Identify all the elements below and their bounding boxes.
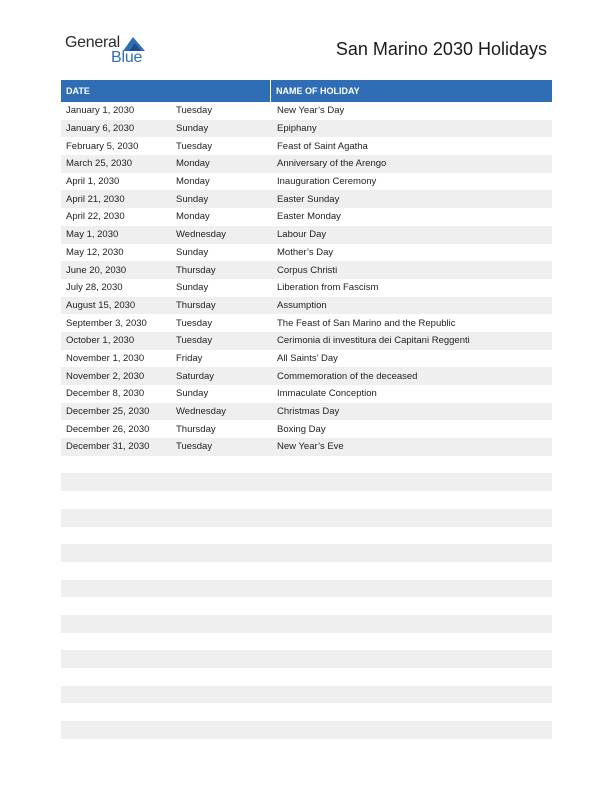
weekday-cell: Thursday <box>176 423 216 435</box>
table-row <box>61 562 552 580</box>
weekday-cell: Thursday <box>176 264 216 276</box>
table-row <box>61 226 552 244</box>
table-row <box>61 615 552 633</box>
table-row <box>61 509 552 527</box>
table-row <box>61 208 552 226</box>
table-row <box>61 403 552 421</box>
holiday-date-cell: December 26, 2030 <box>66 423 150 435</box>
weekday-cell: Wednesday <box>176 229 226 241</box>
table-row <box>61 137 552 155</box>
weekday-cell: Tuesday <box>176 105 213 117</box>
holiday-date-cell: April 22, 2030 <box>66 211 125 223</box>
holiday-name-cell: All Saints’ Day <box>277 352 338 364</box>
holiday-name-cell: Labour Day <box>277 229 327 241</box>
holiday-date-cell: April 21, 2030 <box>66 193 125 205</box>
holiday-date-cell: January 1, 2030 <box>66 105 135 117</box>
holiday-date-cell: June 20, 2030 <box>66 264 127 276</box>
weekday-cell: Tuesday <box>176 140 213 152</box>
weekday-cell: Monday <box>176 158 210 170</box>
table-row <box>61 279 552 297</box>
table-row <box>61 420 552 438</box>
holiday-date-cell: September 3, 2030 <box>66 317 147 329</box>
holiday-name-cell: Christmas Day <box>277 406 340 418</box>
weekday-cell: Sunday <box>176 246 209 258</box>
table-row <box>61 438 552 456</box>
table-row <box>61 261 552 279</box>
table-row <box>61 332 552 350</box>
logo-blue-text: Blue <box>111 49 143 66</box>
holiday-name-cell: Easter Sunday <box>277 193 340 205</box>
holiday-name-cell: Inauguration Ceremony <box>277 176 377 188</box>
holiday-date-cell: May 1, 2030 <box>66 229 119 241</box>
table-row <box>61 120 552 138</box>
table-row <box>61 190 552 208</box>
holiday-date-cell: March 25, 2030 <box>66 158 133 170</box>
holiday-date-cell: November 1, 2030 <box>66 352 145 364</box>
table-row <box>61 650 552 668</box>
holiday-date-cell: December 25, 2030 <box>66 406 150 418</box>
table-header <box>61 80 552 102</box>
table-row <box>61 155 552 173</box>
weekday-cell: Sunday <box>176 388 209 400</box>
generalblue-logo <box>65 34 155 70</box>
holiday-date-cell: October 1, 2030 <box>66 335 135 347</box>
weekday-cell: Friday <box>176 352 203 364</box>
weekday-cell: Monday <box>176 211 210 223</box>
holiday-table <box>61 80 552 739</box>
holiday-date-cell: November 2, 2030 <box>66 370 145 382</box>
weekday-cell: Thursday <box>176 299 216 311</box>
holiday-name-cell: Assumption <box>277 299 327 311</box>
holiday-name-cell: Commemoration of the deceased <box>277 370 418 382</box>
page-title: San Marino 2030 Holidays <box>335 39 547 59</box>
table-row <box>61 456 552 474</box>
holiday-name-cell: Boxing Day <box>277 423 326 435</box>
holiday-date-cell: December 8, 2030 <box>66 388 145 400</box>
holiday-date-cell: August 15, 2030 <box>66 299 136 311</box>
table-row <box>61 102 552 120</box>
table-row <box>61 367 552 385</box>
holiday-name-cell: Anniversary of the Arengo <box>277 158 387 170</box>
holiday-name-cell: The Feast of San Marino and the Republic <box>277 317 456 329</box>
weekday-cell: Wednesday <box>176 406 226 418</box>
table-row <box>61 686 552 704</box>
weekday-cell: Monday <box>176 176 210 188</box>
table-row <box>61 527 552 545</box>
table-row <box>61 385 552 403</box>
holiday-name-cell: Feast of Saint Agatha <box>277 140 368 152</box>
holiday-name-cell: New Year’s Eve <box>277 441 344 453</box>
table-row <box>61 721 552 739</box>
table-row <box>61 597 552 615</box>
table-row <box>61 173 552 191</box>
holiday-name-cell: Mother’s Day <box>277 246 334 258</box>
table-row <box>61 314 552 332</box>
holiday-name-cell: Epiphany <box>277 123 317 135</box>
weekday-cell: Tuesday <box>176 317 213 329</box>
holiday-name-cell: Cerimonia di investitura dei Capitani Reggenti <box>277 335 470 347</box>
table-row <box>61 297 552 315</box>
weekday-cell: Tuesday <box>176 335 213 347</box>
weekday-cell: Sunday <box>176 193 209 205</box>
holiday-date-cell: February 5, 2030 <box>66 140 139 152</box>
holiday-date-cell: January 6, 2030 <box>66 123 135 135</box>
holiday-date-cell: April 1, 2030 <box>66 176 120 188</box>
weekday-cell: Sunday <box>176 123 209 135</box>
weekday-cell: Sunday <box>176 282 209 294</box>
table-row <box>61 703 552 721</box>
holiday-date-cell: July 28, 2030 <box>66 282 123 294</box>
holiday-name-column-header: NAME OF HOLIDAY <box>276 86 360 96</box>
table-row <box>61 491 552 509</box>
table-body <box>61 102 552 739</box>
table-row <box>61 668 552 686</box>
table-row <box>61 544 552 562</box>
table-row <box>61 633 552 651</box>
table-row <box>61 580 552 598</box>
weekday-cell: Saturday <box>176 370 215 382</box>
weekday-cell: Tuesday <box>176 441 213 453</box>
holiday-name-cell: Liberation from Fascism <box>277 282 379 294</box>
holiday-date-cell: December 31, 2030 <box>66 441 150 453</box>
table-row <box>61 473 552 491</box>
holiday-name-cell: Easter Monday <box>277 211 341 223</box>
table-row <box>61 350 552 368</box>
date-column-header: DATE <box>61 80 271 102</box>
holiday-name-cell: Immaculate Conception <box>277 388 377 400</box>
table-row <box>61 244 552 262</box>
holiday-name-cell: New Year’s Day <box>277 105 345 117</box>
logo-general-text: General <box>65 34 120 51</box>
holiday-name-cell: Corpus Christi <box>277 264 338 276</box>
holiday-date-cell: May 12, 2030 <box>66 246 124 258</box>
